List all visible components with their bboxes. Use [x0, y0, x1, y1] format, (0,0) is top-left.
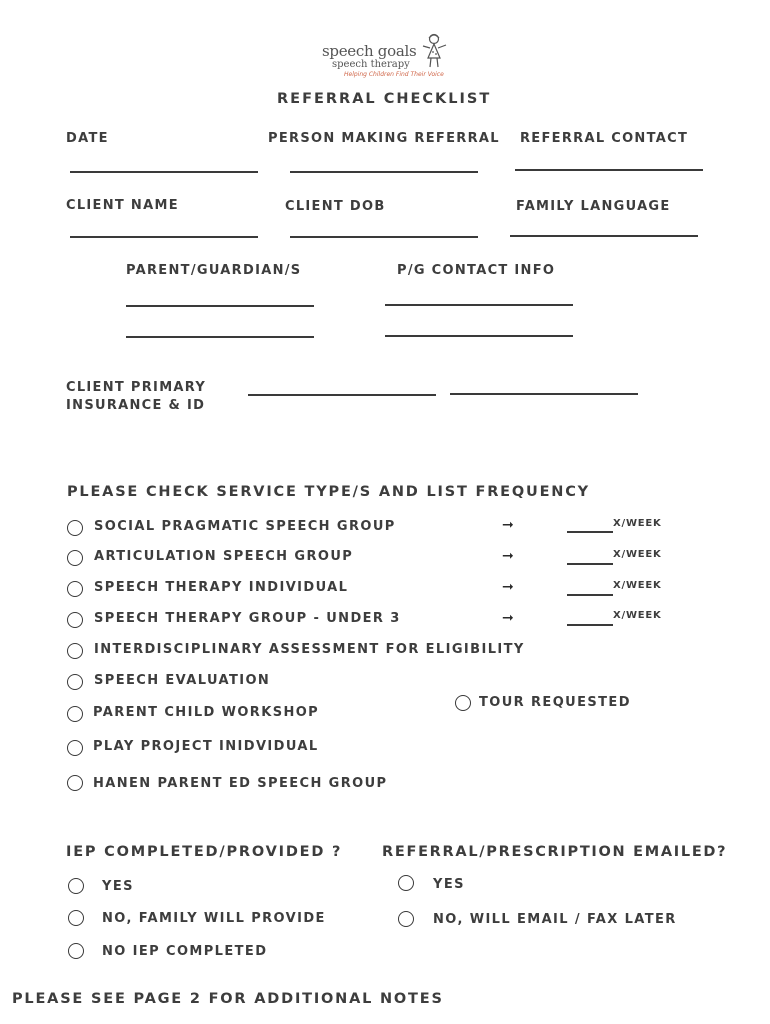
arrow-icon: ➞ [502, 579, 514, 595]
child-figure-icon [420, 32, 450, 70]
frequency-field[interactable] [567, 563, 613, 565]
services-heading: PLEASE CHECK SERVICE TYPE/S AND LIST FREQUENCY [67, 484, 590, 500]
footer-note: PLEASE SEE PAGE 2 FOR ADDITIONAL NOTES [12, 991, 444, 1007]
emailed-label-yes: YES [433, 877, 465, 892]
service-label-parent-child-workshop: PARENT CHILD WORKSHOP [93, 705, 320, 720]
frequency-field[interactable] [567, 594, 613, 596]
service-radio-evaluation[interactable] [67, 674, 83, 690]
service-radio-hanen[interactable] [67, 775, 83, 791]
service-radio-play-project[interactable] [67, 740, 83, 756]
xweek-label: X/WEEK [613, 518, 662, 529]
pg-contact-field-1[interactable] [385, 304, 573, 306]
arrow-icon: ➞ [502, 548, 514, 564]
service-label-interdisciplinary: INTERDISCIPLINARY ASSESSMENT FOR ELIGIBILITY [94, 642, 525, 657]
parent-guardians-label: PARENT/GUARDIAN/S [126, 263, 302, 278]
pg-contact-field-2[interactable] [385, 335, 573, 337]
arrow-icon: ➞ [502, 517, 514, 533]
family-language-label: FAMILY LANGUAGE [516, 199, 671, 214]
service-radio-individual[interactable] [67, 581, 83, 597]
insurance-field[interactable] [248, 394, 436, 396]
client-name-field[interactable] [70, 236, 258, 238]
tour-requested-label: TOUR REQUESTED [479, 695, 631, 710]
referral-contact-field[interactable] [515, 169, 703, 171]
insurance-label-line1: CLIENT PRIMARY [66, 380, 207, 395]
tour-requested-radio[interactable] [455, 695, 471, 711]
logo-tagline: Helping Children Find Their Voice [344, 71, 444, 78]
client-name-label: CLIENT NAME [66, 198, 179, 213]
service-radio-social-pragmatic[interactable] [67, 520, 83, 536]
frequency-field[interactable] [567, 624, 613, 626]
iep-label-yes: YES [102, 879, 134, 894]
parent-guardian-field-1[interactable] [126, 305, 314, 307]
service-radio-parent-child-workshop[interactable] [67, 706, 83, 722]
iep-label-family-will-provide: NO, FAMILY WILL PROVIDE [102, 911, 326, 926]
service-label-evaluation: SPEECH EVALUATION [94, 673, 271, 688]
xweek-label: X/WEEK [613, 610, 662, 621]
service-radio-articulation[interactable] [67, 550, 83, 566]
client-dob-label: CLIENT DOB [285, 199, 386, 214]
client-dob-field[interactable] [290, 236, 478, 238]
family-language-field[interactable] [510, 235, 698, 237]
iep-label-none: NO IEP COMPLETED [102, 944, 268, 959]
iep-radio-none[interactable] [68, 943, 84, 959]
xweek-label: X/WEEK [613, 580, 662, 591]
date-label: DATE [66, 131, 109, 146]
service-label-play-project: PLAY PROJECT INIDVIDUAL [93, 739, 319, 754]
frequency-field[interactable] [567, 531, 613, 533]
service-label-social-pragmatic: SOCIAL PRAGMATIC SPEECH GROUP [94, 519, 396, 534]
emailed-heading: REFERRAL/PRESCRIPTION EMAILED? [382, 844, 728, 860]
pg-contact-info-label: P/G CONTACT INFO [397, 263, 556, 278]
logo [320, 32, 460, 82]
emailed-radio-yes[interactable] [398, 875, 414, 891]
logo-subtitle: speech therapy [332, 59, 410, 70]
service-label-individual: SPEECH THERAPY INDIVIDUAL [94, 580, 349, 595]
referral-contact-label: REFERRAL CONTACT [520, 131, 689, 146]
service-label-group-under-3: SPEECH THERAPY GROUP - UNDER 3 [94, 611, 401, 626]
arrow-icon: ➞ [502, 610, 514, 626]
service-label-articulation: ARTICULATION SPEECH GROUP [94, 549, 354, 564]
service-radio-interdisciplinary[interactable] [67, 643, 83, 659]
iep-radio-yes[interactable] [68, 878, 84, 894]
insurance-id-field[interactable] [450, 393, 638, 395]
insurance-label-line2: INSURANCE & ID [66, 398, 206, 413]
person-making-referral-label: PERSON MAKING REFERRAL [268, 131, 500, 146]
emailed-label-later: NO, WILL EMAIL / FAX LATER [433, 912, 677, 927]
xweek-label: X/WEEK [613, 549, 662, 560]
page-title: REFERRAL CHECKLIST [277, 91, 492, 107]
date-field[interactable] [70, 171, 258, 173]
iep-heading: IEP COMPLETED/PROVIDED ? [66, 844, 343, 860]
emailed-radio-later[interactable] [398, 911, 414, 927]
person-making-referral-field[interactable] [290, 171, 478, 173]
parent-guardian-field-2[interactable] [126, 336, 314, 338]
service-label-hanen: HANEN PARENT ED SPEECH GROUP [93, 776, 388, 791]
iep-radio-family-will-provide[interactable] [68, 910, 84, 926]
logo-name: speech goals [322, 42, 417, 60]
service-radio-group-under-3[interactable] [67, 612, 83, 628]
